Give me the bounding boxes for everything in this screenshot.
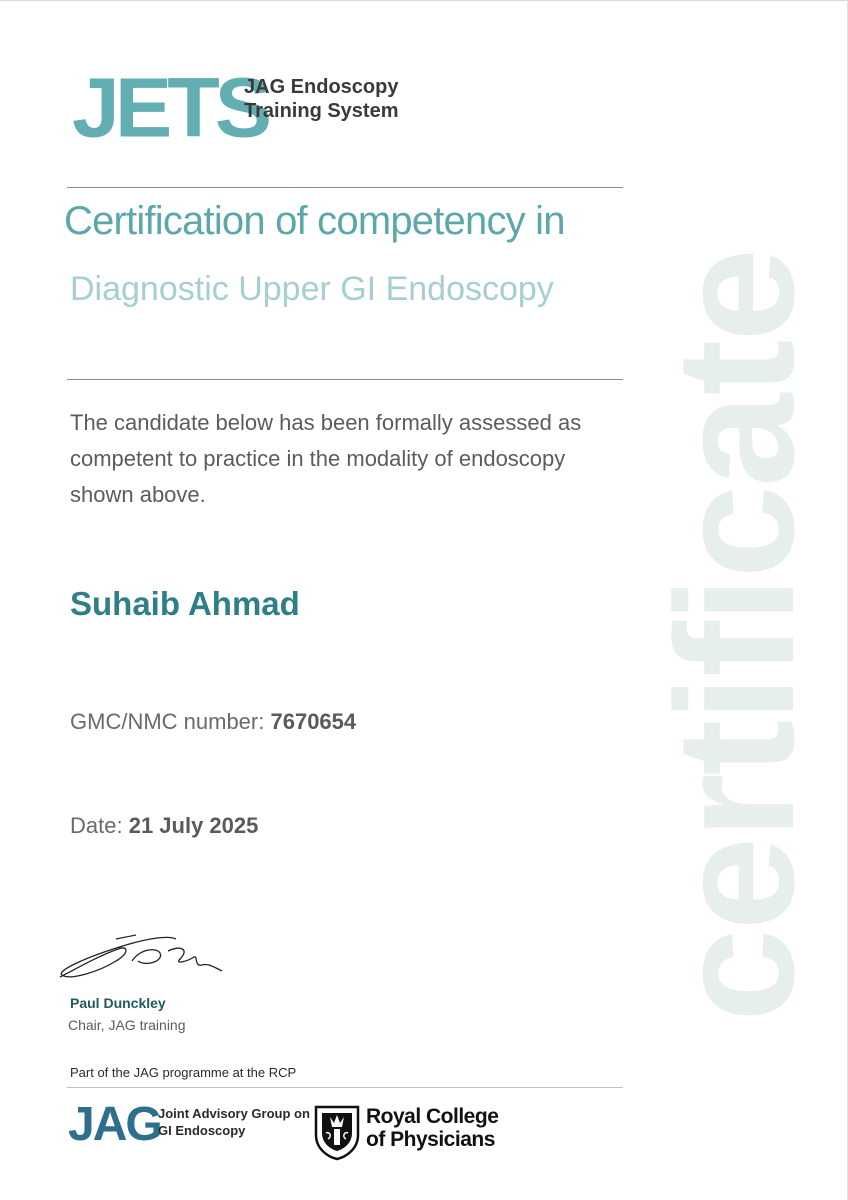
certificate-watermark: certificate — [641, 250, 829, 1022]
candidate-name: Suhaib Ahmad — [70, 585, 300, 622]
modality-name: Diagnostic Upper GI Endoscopy — [70, 270, 554, 308]
rcp-crest-icon — [312, 1101, 362, 1161]
middle-divider — [67, 379, 623, 380]
gmc-number-row — [70, 709, 356, 735]
jets-logo-word: JETS — [72, 60, 268, 156]
date-row — [70, 813, 258, 839]
competency-statement: The candidate below has been formally assessed as competent to practice in the modality of endoscopy shown above. — [70, 410, 582, 507]
signatory-role: Chair, JAG training — [68, 1017, 186, 1033]
certificate-title: Certification of competency in — [64, 199, 565, 243]
top-divider — [67, 187, 623, 188]
jag-subtitle: Joint Advisory Group on GI Endoscopy — [158, 1106, 310, 1138]
date-label: Date: — [70, 813, 123, 838]
gmc-label: GMC/NMC number: — [70, 709, 265, 734]
watermark-area — [641, 201, 829, 1071]
footer-divider — [67, 1087, 623, 1088]
signatory-name: Paul Dunckley — [70, 995, 166, 1011]
jets-logo-subtitle: JAG Endoscopy Training System — [244, 76, 399, 122]
rcp-name: Royal College of Physicians — [366, 1105, 499, 1151]
gmc-number: 7670654 — [270, 709, 357, 734]
jag-logo: JAG — [68, 1098, 161, 1151]
programme-text: Part of the JAG programme at the RCP — [70, 1065, 297, 1080]
signature-image — [56, 931, 236, 983]
certificate-date: 21 July 2025 — [128, 813, 259, 838]
